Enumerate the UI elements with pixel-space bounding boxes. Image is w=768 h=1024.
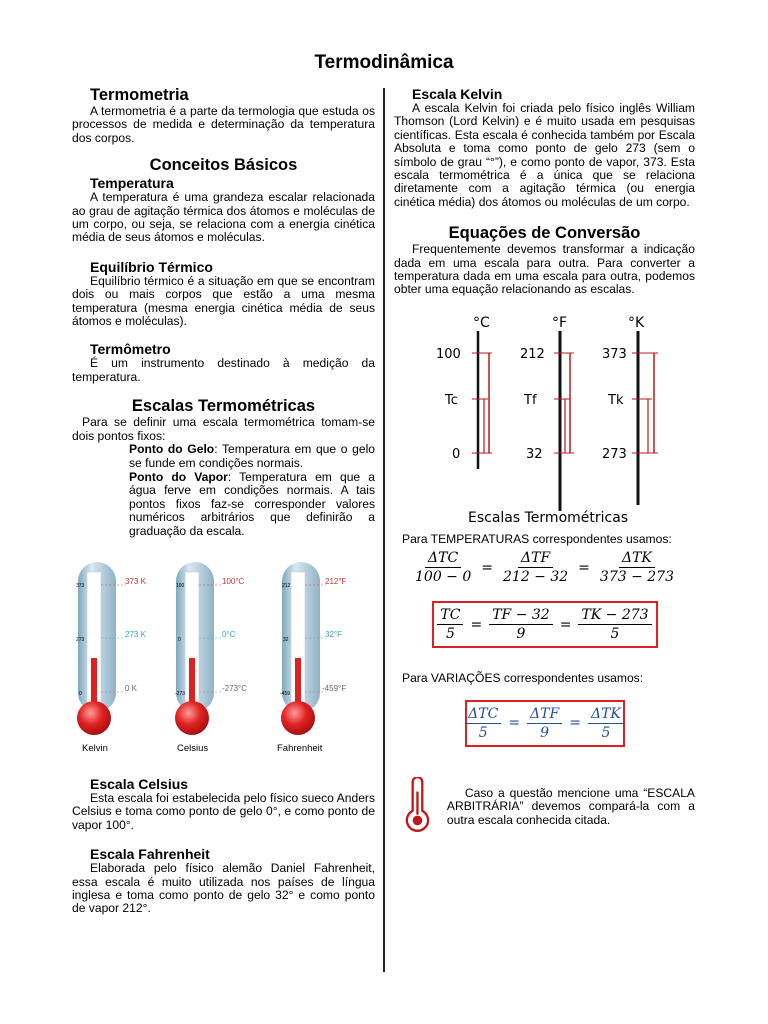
fahrenheit-bulb bbox=[281, 701, 315, 735]
ponto-vapor-item bbox=[129, 471, 375, 538]
equation-temperaturas-box-wrap bbox=[394, 601, 695, 648]
termometria-heading: Termometria bbox=[90, 86, 189, 104]
f-mid-label: Tf bbox=[524, 392, 537, 408]
eq1-fraction-c bbox=[412, 550, 474, 585]
eq2-row bbox=[440, 607, 649, 643]
eq1-num-f: ΔTF bbox=[518, 550, 553, 568]
temperaturas-label: Para TEMPERATURAS correspondentes usamos: bbox=[402, 531, 672, 546]
equation-temperaturas-general bbox=[394, 550, 695, 585]
fahrenheit-heading: Escala Fahrenheit bbox=[90, 846, 210, 863]
scale-header-f: °F bbox=[552, 314, 568, 331]
temperatura-heading: Temperatura bbox=[90, 175, 174, 192]
eq3-num-k: ΔTK bbox=[588, 706, 624, 724]
left-column bbox=[72, 86, 375, 916]
ponto-gelo-def: : Temperatura em que o gelo se funde em condições normais. bbox=[129, 442, 375, 470]
celsius-tick-273: -273 bbox=[175, 690, 186, 697]
equacoes-text: Frequentemente devemos transformar a indicação dada em uma escala para outra. Para converter a temperatura dada em uma escala para outra, podemos obter uma equação relacionando as escalas. bbox=[394, 242, 695, 297]
eq2-num-c: TC bbox=[437, 607, 463, 625]
right-column bbox=[394, 86, 695, 835]
celsius-mid-label: 0°C bbox=[222, 629, 236, 639]
equals-sign: = bbox=[569, 715, 581, 732]
equals-sign: = bbox=[470, 616, 483, 633]
ponto-vapor-def: : Temperatura em que a água ferve em condições normais. A tais pontos fixos faz-se corresponder valores numéricos arbitrários que definirão a graduação da escala. bbox=[129, 469, 375, 538]
equilibrio-text: Equilíbrio térmico é a situação em que se encontram dois ou mais corpos que estão a uma mesma temperatura (mesma energia cinética média de seus átomos e moléculas). bbox=[72, 273, 375, 329]
equacoes-heading: Equações de Conversão bbox=[448, 224, 641, 243]
termometria-text: A termometria é a parte da termologia que estuda os processos de medida e determinação da temperatura dos corpos. bbox=[72, 104, 375, 145]
fahrenheit-name: Fahrenheit bbox=[277, 742, 323, 754]
eq3-num-f: ΔTF bbox=[527, 706, 562, 724]
fixed-points-list bbox=[129, 443, 375, 538]
celsius-thermometer bbox=[175, 562, 247, 754]
c-bot-label: 0 bbox=[452, 446, 461, 462]
termometro-heading: Termômetro bbox=[90, 341, 171, 358]
fahrenheit-thermometer bbox=[277, 562, 347, 754]
fahrenheit-tick-32: 32 bbox=[283, 636, 289, 643]
kelvin-bulb bbox=[77, 701, 111, 735]
c-top-label: 100 bbox=[436, 346, 461, 362]
k-mid-label: Tk bbox=[608, 392, 624, 408]
eq1-num-c: ΔTC bbox=[425, 550, 461, 568]
ponto-vapor-term: Ponto do Vapor bbox=[129, 469, 228, 484]
column-divider bbox=[383, 88, 385, 972]
eq2-den-c: 5 bbox=[445, 626, 455, 643]
eq3-den-k: 5 bbox=[601, 724, 611, 741]
celsius-bot-label: -273°C bbox=[222, 683, 247, 693]
ponto-gelo-item bbox=[129, 443, 375, 470]
equals-sign: = bbox=[578, 559, 590, 576]
eq2-fraction-c bbox=[437, 607, 463, 642]
equation-variacoes-boxed bbox=[465, 700, 625, 747]
temperatura-text: A temperatura é uma grandeza escalar relacionada ao grau de agitação térmica dos átomos e moléculas de um corpo, ou seja, se relaciona com a energia cinética média de seus átomos e moléculas. bbox=[72, 190, 375, 245]
kelvin-top-label: 373 K bbox=[125, 576, 146, 586]
fahrenheit-text: Elaborada pelo físico alemão Daniel Fahrenheit, essa escala é muito utilizada nos países de língua inglesa e toma como ponto de gelo 32° e como ponto de vapor 212°. bbox=[72, 861, 375, 916]
fahrenheit-bot-label: -459°F bbox=[322, 683, 347, 693]
equals-sign: = bbox=[559, 616, 572, 633]
fahrenheit-top-label: 212°F bbox=[325, 576, 347, 586]
eq1-num-k: ΔTK bbox=[619, 550, 655, 568]
eq3-fraction-c bbox=[465, 706, 501, 741]
scales-caption: Escalas Termométricas bbox=[468, 509, 629, 526]
variacoes-label: Para VARIAÇÕES correspondentes usamos: bbox=[402, 671, 644, 686]
escalas-intro: Para se definir uma escala termométrica tomam-se dois pontos fixos: bbox=[72, 415, 375, 443]
eq1-fraction-k bbox=[597, 550, 677, 585]
eq3-fraction-f bbox=[527, 706, 562, 741]
thermometers-figure bbox=[74, 556, 354, 756]
f-bot-label: 32 bbox=[526, 446, 543, 462]
kelvin-tick-273: 273 bbox=[76, 636, 85, 643]
f-top-label: 212 bbox=[520, 346, 545, 362]
eq1-den-c: 100 − 0 bbox=[415, 569, 472, 586]
kelvin-text: A escala Kelvin foi criada pelo físico inglês William Thomson (Lord Kelvin) e é muito usada em pesquisas científicas. Esta escala é conhecida também por Escala Absoluta e toma como ponto de gelo 273 (sem o símbolo de grau “°”), e como ponto de vapor, 373. Esta escala termométrica é a única que se relaciona diretamente com a agitação térmica (ou energia cinética média) dos átomos ou moléculas de um corpo. bbox=[394, 101, 695, 209]
eq3-den-c: 5 bbox=[478, 724, 488, 741]
kelvin-tick-0: 0 bbox=[79, 690, 82, 697]
eq1-fraction-f bbox=[500, 550, 571, 585]
eq3-den-f: 9 bbox=[540, 724, 550, 741]
equilibrio-heading: Equilíbrio Térmico bbox=[90, 258, 213, 275]
celsius-name: Celsius bbox=[177, 742, 209, 754]
eq2-den-f: 9 bbox=[516, 626, 526, 643]
page-title: Termodinâmica bbox=[314, 52, 454, 73]
eq1-den-f: 212 − 32 bbox=[503, 569, 569, 586]
kelvin-bot-label: 0 K bbox=[125, 683, 138, 693]
celsius-tick-100: 100 bbox=[176, 582, 185, 589]
kelvin-mid-label: 273 K bbox=[125, 629, 146, 639]
arbitrary-scale-text: Caso a questão mencione uma “ESCALA ARBITRÁRIA” devemos compará-la com a outra escala conhecida citada. bbox=[446, 785, 695, 827]
scales-figure bbox=[432, 309, 672, 527]
equals-sign: = bbox=[508, 715, 521, 732]
eq2-fraction-f bbox=[489, 607, 553, 642]
ponto-gelo-term: Ponto do Gelo bbox=[129, 442, 215, 457]
eq2-den-k: 5 bbox=[610, 626, 620, 643]
fahrenheit-tick-212: 212 bbox=[282, 582, 291, 589]
scale-header-k: °K bbox=[628, 314, 645, 331]
equation-variacoes-box-wrap bbox=[394, 700, 695, 747]
escalas-heading: Escalas Termométricas bbox=[131, 397, 316, 416]
equals-sign: = bbox=[481, 559, 493, 576]
k-bot-label: 273 bbox=[602, 446, 627, 462]
celsius-tick-0: 0 bbox=[178, 636, 181, 643]
eq3-num-c: ΔTC bbox=[465, 706, 501, 724]
fahrenheit-tick-459: -459 bbox=[280, 690, 291, 697]
conceitos-heading: Conceitos Básicos bbox=[149, 156, 298, 175]
celsius-top-label: 100°C bbox=[222, 576, 245, 586]
eq1-den-k: 373 − 273 bbox=[599, 569, 674, 586]
kelvin-heading: Escala Kelvin bbox=[412, 86, 503, 102]
arbitrary-scale-note bbox=[404, 777, 695, 835]
fahrenheit-mid-label: 32°F bbox=[325, 629, 342, 639]
scale-header-c: °C bbox=[473, 314, 490, 331]
eq2-num-k: TK − 273 bbox=[578, 607, 651, 625]
thermometer-icon bbox=[404, 777, 431, 835]
celsius-text: Esta escala foi estabelecida pelo físico sueco Anders Celsius e toma como ponto de gelo 0°, e como ponto de vapor 100°. bbox=[72, 790, 375, 832]
eq3-fraction-k bbox=[588, 706, 624, 741]
c-mid-label: Tc bbox=[445, 392, 458, 408]
kelvin-thermometer bbox=[76, 562, 147, 754]
eq3-row bbox=[468, 705, 621, 741]
celsius-heading: Escala Celsius bbox=[90, 775, 189, 792]
equation-temperaturas-boxed bbox=[432, 601, 658, 648]
eq2-fraction-k bbox=[578, 607, 651, 642]
k-top-label: 373 bbox=[602, 346, 627, 362]
kelvin-tick-373: 373 bbox=[76, 582, 85, 589]
celsius-bulb bbox=[175, 701, 209, 735]
kelvin-name: Kelvin bbox=[82, 742, 108, 754]
termometro-text: É um instrumento destinado à medição da temperatura. bbox=[72, 356, 375, 384]
eq2-num-f: TF − 32 bbox=[489, 607, 553, 625]
